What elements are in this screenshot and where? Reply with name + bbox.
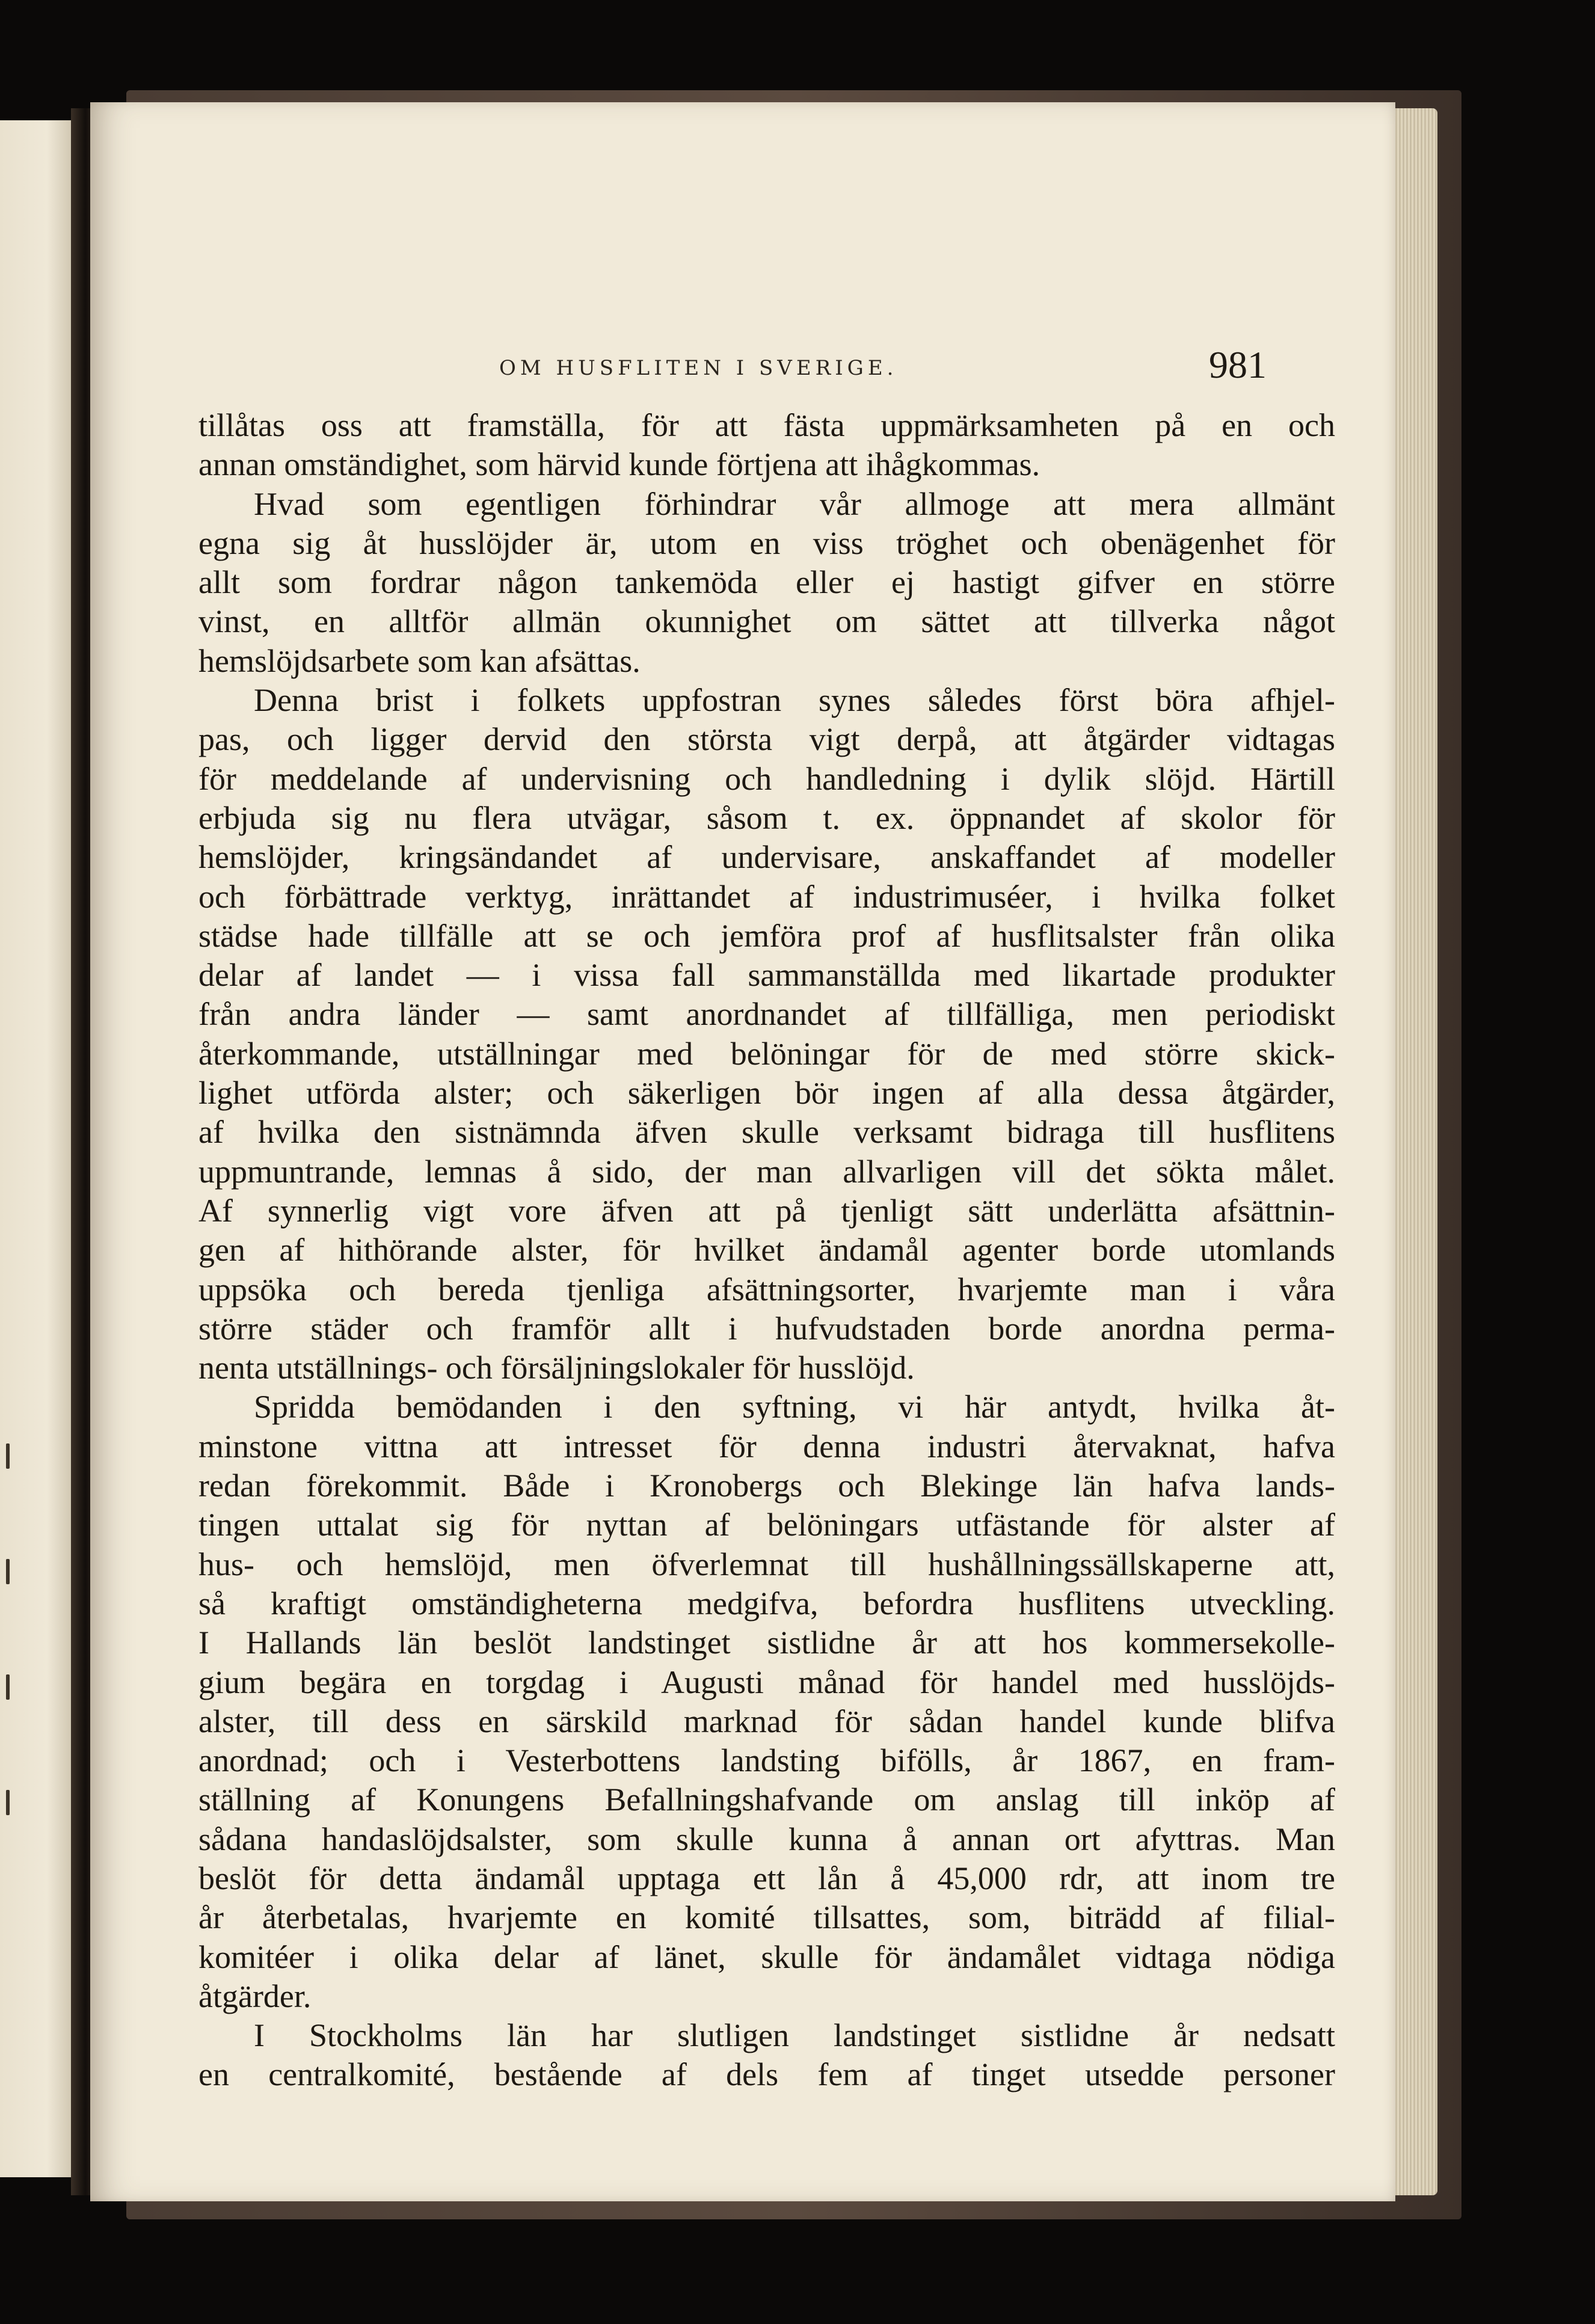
- running-title: OM HUSFLITEN I SVERIGE.: [499, 356, 898, 380]
- margin-mark: [6, 1559, 10, 1584]
- text-line: städse hade tillfälle att se och jemföra prof af husflitsalster från olika: [198, 917, 1335, 954]
- text-line: alster, till dess en särskild marknad för sådan handel kunde blifva: [198, 1703, 1335, 1739]
- text-line: anordnad; och i Vesterbottens landsting bifölls, år 1867, en fram-: [198, 1742, 1335, 1779]
- text-line: vinst, en alltför allmän okunnighet om sättet att tillverka något: [198, 603, 1335, 640]
- text-line: uppmuntrande, lemnas å sido, der man allvarligen vill det sökta målet.: [198, 1153, 1335, 1190]
- text-line: ställning af Konungens Befallningshafvande om anslag till inköp af: [198, 1781, 1335, 1818]
- text-line: sådana handaslöjdsalster, som skulle kunna å annan ort afyttras. Man: [198, 1821, 1335, 1857]
- text-line: komitéer i olika delar af länet, skulle för ändamålet vidtaga nödiga: [198, 1938, 1335, 1975]
- text-line: Hvad som egentligen förhindrar vår allmoge att mera allmänt: [254, 485, 1335, 522]
- text-line: åtgärder.: [198, 1978, 312, 2014]
- text-line: minstone vittna att intresset för denna industri återvaknat, hafva: [198, 1428, 1335, 1465]
- text-line: hus- och hemslöjd, men öfverlemnat till hushållningssällskaperne att,: [198, 1546, 1335, 1582]
- text-line: tingen uttalat sig för nyttan af belöningars utfästande för alster af: [198, 1507, 1335, 1543]
- margin-mark: [6, 1443, 10, 1469]
- text-line: för meddelande af undervisning och handledning i dylik slöjd. Härtill: [198, 760, 1335, 797]
- body-text: [198, 406, 1335, 2095]
- text-line: I Stockholms län har slutligen landstinget sistlidne år nedsatt: [254, 2017, 1335, 2054]
- text-line: år återbetalas, hvarjemte en komité tillsattes, som, biträdd af filial-: [198, 1899, 1335, 1936]
- text-line: gium begära en torgdag i Augusti månad för handel med husslöjds-: [198, 1664, 1335, 1700]
- margin-mark: [6, 1790, 10, 1815]
- text-line: återkommande, utställningar med belöningar för de med större skick-: [198, 1035, 1335, 1072]
- text-line: hemslöjdsarbete som kan afsättas.: [198, 642, 641, 679]
- text-line: annan omständighet, som härvid kunde förtjena att ihågkommas.: [198, 446, 1040, 483]
- margin-marks: [0, 1443, 18, 1985]
- text-line: allt som fordrar någon tankemöda eller ej hastigt gifver en större: [198, 564, 1335, 601]
- text-line: redan förekommit. Både i Kronobergs och Blekinge län hafva lands-: [198, 1468, 1335, 1504]
- text-line: större städer och framför allt i hufvudstaden borde anordna perma-: [198, 1310, 1335, 1347]
- text-line: I Hallands län beslöt landstinget sistlidne år att hos kommersekolle-: [198, 1625, 1335, 1661]
- text-line: Spridda bemödanden i den syftning, vi här antydt, hvilka åt-: [254, 1389, 1335, 1425]
- text-line: pas, och ligger dervid den största vigt derpå, att åtgärder vidtagas: [198, 721, 1335, 758]
- text-line: från andra länder — samt anordnandet af tillfälliga, men periodiskt: [198, 996, 1335, 1033]
- book-page: [90, 102, 1395, 2201]
- text-line: hemslöjder, kringsändandet af undervisare, anskaffandet af modeller: [198, 839, 1335, 876]
- text-line: egna sig åt husslöjder är, utom en viss tröghet och obenägenhet för: [198, 524, 1335, 561]
- text-line: Denna brist i folkets uppfostran synes således först böra afhjel-: [254, 682, 1335, 719]
- text-line: delar af landet — i vissa fall sammanställda med likartade produkter: [198, 957, 1335, 994]
- page-header: [90, 343, 1395, 397]
- margin-mark: [6, 1674, 10, 1700]
- text-line: en centralkomité, bestående af dels fem af tinget utsedde personer: [198, 2056, 1335, 2093]
- text-line: tillåtas oss att framställa, för att fästa uppmärksamheten på en och: [198, 407, 1335, 443]
- text-line: och förbättrade verktyg, inrättandet af industrimuséer, i hvilka folket: [198, 878, 1335, 915]
- page-number: 981: [1209, 343, 1267, 386]
- text-line: beslöt för detta ändamål upptaga ett lån å 45,000 rdr, att inom tre: [198, 1860, 1335, 1896]
- text-line: så kraftigt omständigheterna medgifva, befordra husflitens utveckling.: [198, 1585, 1335, 1622]
- text-line: Af synnerlig vigt vore äfven att på tjenligt sätt underlätta afsättnin-: [198, 1192, 1335, 1229]
- text-line: lighet utförda alster; och säkerligen bör ingen af alla dessa åtgärder,: [198, 1075, 1335, 1111]
- text-line: gen af hithörande alster, för hvilket ändamål agenter borde utomlands: [198, 1232, 1335, 1268]
- text-line: uppsöka och bereda tjenliga afsättningsorter, hvarjemte man i våra: [198, 1271, 1335, 1308]
- text-line: nenta utställnings- och försäljningslokaler för husslöjd.: [198, 1350, 915, 1386]
- text-line: erbjuda sig nu flera utvägar, såsom t. ex. öppnandet af skolor för: [198, 799, 1335, 836]
- text-line: af hvilka den sistnämnda äfven skulle verksamt bidraga till husflitens: [198, 1114, 1335, 1151]
